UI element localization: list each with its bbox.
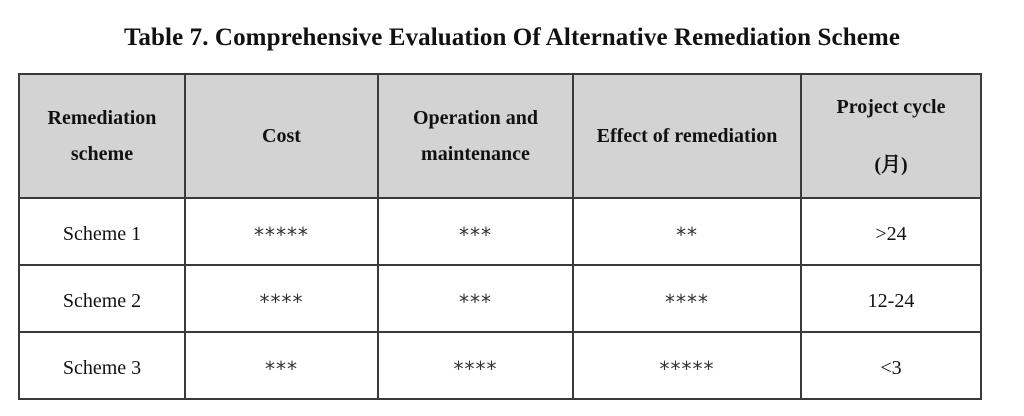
table-title: Table 7. Comprehensive Evaluation Of Alternative Remediation Scheme — [123, 24, 901, 51]
header-remediation-scheme-line2: scheme — [70, 143, 134, 165]
header-effect-of-remediation: Effect of remediation — [573, 74, 801, 198]
cell-project-cycle: 12-24 — [801, 265, 981, 332]
header-remediation-scheme-line1: Remediation — [47, 107, 157, 129]
table-header-row — [19, 74, 981, 198]
cell-scheme-name: Scheme 3 — [19, 332, 185, 399]
cell-operation-rating: *** — [378, 198, 573, 265]
table-row-scheme-2 — [19, 265, 981, 332]
cell-scheme-name: Scheme 2 — [19, 265, 185, 332]
cell-operation-rating: **** — [378, 332, 573, 399]
header-operation-maintenance — [378, 74, 573, 198]
header-operation-line2: maintenance — [421, 143, 530, 165]
header-project-cycle — [801, 74, 981, 198]
cell-project-cycle: <3 — [801, 332, 981, 399]
cell-cost-rating: ***** — [185, 198, 378, 265]
cell-effect-rating: **** — [573, 265, 801, 332]
header-project-cycle-line1: Project cycle — [836, 96, 946, 118]
header-project-cycle-unit: (月) — [874, 154, 908, 176]
cell-scheme-name: Scheme 1 — [19, 198, 185, 265]
cell-cost-rating: **** — [185, 265, 378, 332]
header-remediation-scheme — [19, 74, 185, 198]
cell-project-cycle: >24 — [801, 198, 981, 265]
cell-effect-rating: ** — [573, 198, 801, 265]
cell-cost-rating: *** — [185, 332, 378, 399]
cell-effect-rating: ***** — [573, 332, 801, 399]
table-row-scheme-1 — [19, 198, 981, 265]
cell-operation-rating: *** — [378, 265, 573, 332]
header-operation-line1: Operation and — [412, 107, 539, 129]
evaluation-table — [18, 73, 982, 400]
table-row-scheme-3 — [19, 332, 981, 399]
header-cost: Cost — [185, 74, 378, 198]
